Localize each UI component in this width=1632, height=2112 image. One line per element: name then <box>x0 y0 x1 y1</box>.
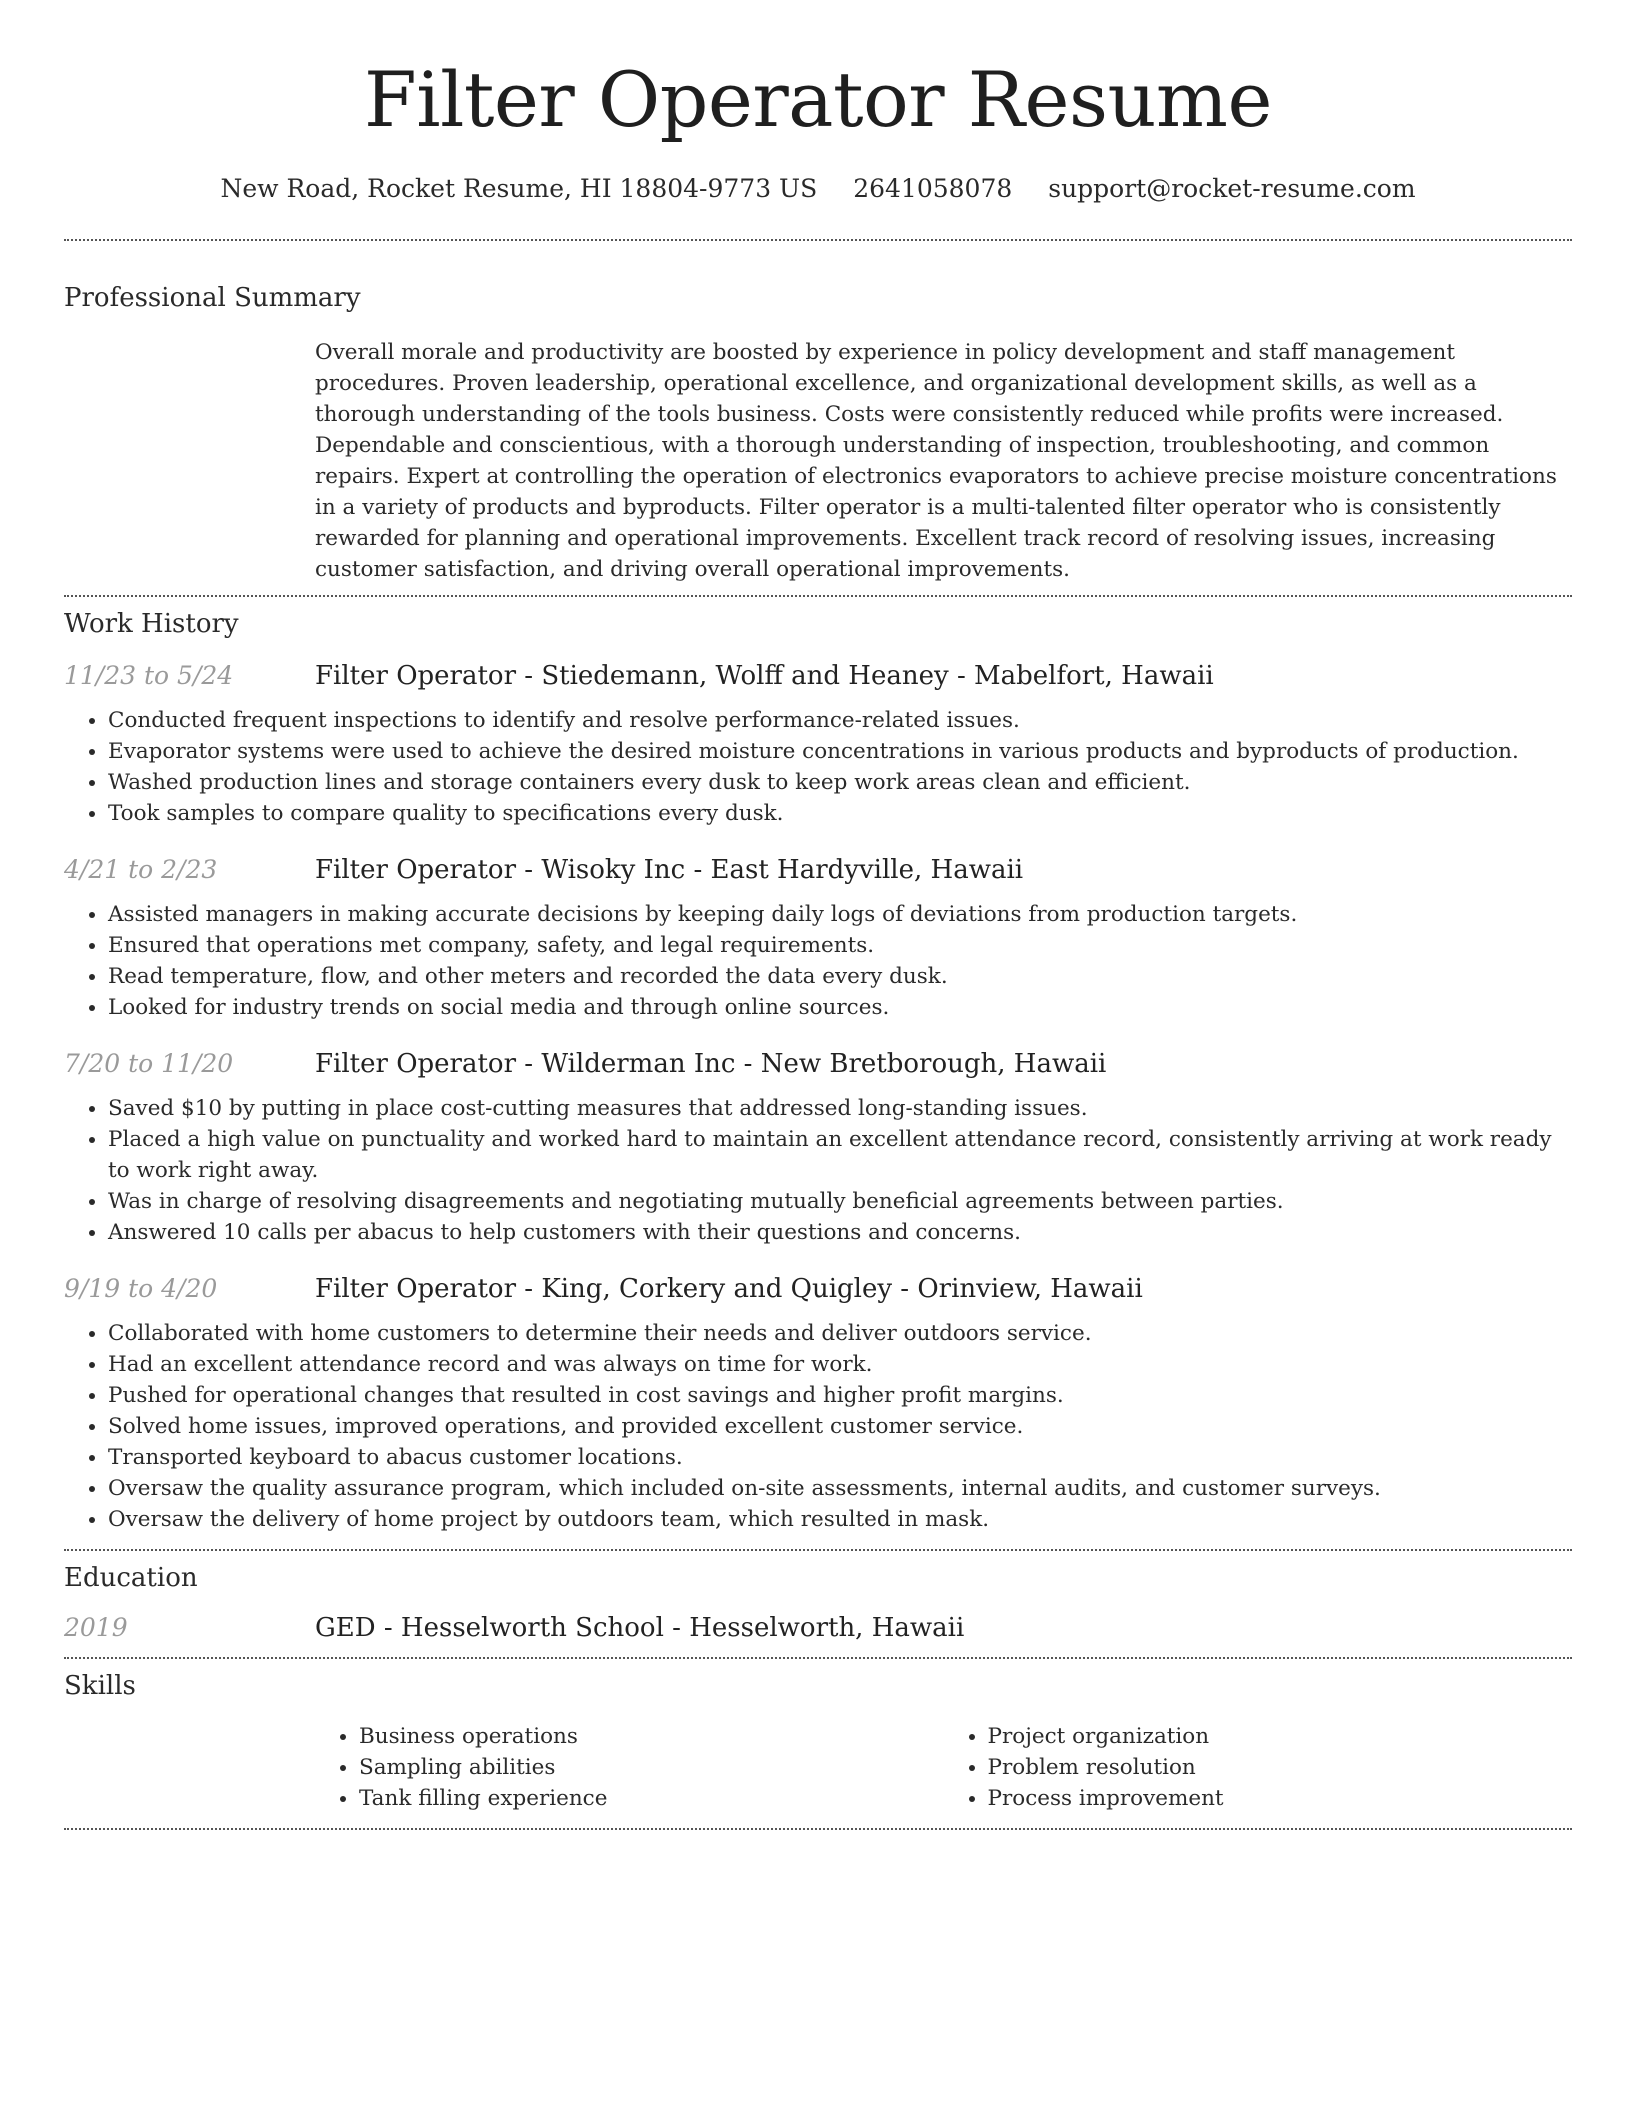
contact-email: support@rocket-resume.com <box>1048 174 1416 203</box>
list-item: • Ensured that operations met company, safety, and legal requirements. <box>108 930 1572 961</box>
divider <box>64 1828 1572 1830</box>
contact-phone: 2641058078 <box>853 174 1013 203</box>
list-item: • Washed production lines and storage containers every dusk to keep work areas clean and efficient. <box>108 767 1572 798</box>
job-dates: 4/21 to 2/23 <box>64 855 218 884</box>
divider <box>64 1549 1572 1551</box>
job-title: Filter Operator - Stiedemann, Wolff and Heaney - Mabelfort, Hawaii <box>315 661 1214 691</box>
divider <box>64 1657 1572 1659</box>
divider <box>64 239 1572 241</box>
list-item: • Answered 10 calls per abacus to help customers with their questions and concerns. <box>108 1217 1572 1248</box>
job-title: Filter Operator - Wisoky Inc - East Hardyville, Hawaii <box>315 855 1024 885</box>
section-heading-skills: Skills <box>64 1671 136 1701</box>
list-item: • Process improvement <box>988 1783 1573 1814</box>
list-item: • Problem resolution <box>988 1752 1573 1783</box>
job-entry <box>64 1274 1572 1535</box>
job-bullets <box>64 705 1572 829</box>
job-dates: 7/20 to 11/20 <box>64 1049 234 1078</box>
list-item: • Sampling abilities <box>359 1752 944 1783</box>
list-item: • Conducted frequent inspections to identify and resolve performance-related issues. <box>108 705 1572 736</box>
section-heading-work: Work History <box>64 609 239 639</box>
job-bullets <box>64 1318 1572 1535</box>
resume-page <box>64 0 1572 1830</box>
list-item: • Took samples to compare quality to specifications every dusk. <box>108 798 1572 829</box>
job-entry <box>64 661 1572 829</box>
list-item: • Transported keyboard to abacus customer locations. <box>108 1442 1572 1473</box>
list-item: • Solved home issues, improved operations, and provided excellent customer service. <box>108 1411 1572 1442</box>
section-heading-summary: Professional Summary <box>64 283 361 313</box>
job-title: Filter Operator - King, Corkery and Quigley - Orinview, Hawaii <box>315 1274 1143 1304</box>
education-section <box>64 1563 1572 1643</box>
skills-section <box>64 1671 1572 1814</box>
list-item: • Looked for industry trends on social media and through online sources. <box>108 992 1572 1023</box>
job-bullets <box>64 1093 1572 1248</box>
education-year: 2019 <box>64 1613 128 1642</box>
skills-right-list <box>944 1721 1573 1814</box>
summary-section <box>64 283 1572 585</box>
job-title: Filter Operator - Wilderman Inc - New Bretborough, Hawaii <box>315 1049 1107 1079</box>
work-history-section <box>64 609 1572 1535</box>
list-item: • Tank filling experience <box>359 1783 944 1814</box>
job-entry <box>64 855 1572 1023</box>
page-title: Filter Operator Resume <box>364 55 1272 144</box>
list-item: • Was in charge of resolving disagreements and negotiating mutually beneficial agreements between parties. <box>108 1186 1572 1217</box>
list-item: • Placed a high value on punctuality and worked hard to maintain an excellent attendance record, consistently arriving at work ready to work right away. <box>108 1124 1572 1186</box>
summary-text: Overall morale and productivity are boosted by experience in policy development and staff management procedures. Proven leadership, operational excellence, and organizational development skills, as well as a thorough understanding of the tools business. Costs were consistently reduced while profits were increased. Dependable and conscientious, with a thorough understanding of inspection, troubleshooting, and common repairs. Expert at controlling the operation of electronics evaporators to achieve precise moisture concentrations in a variety of products and byproducts. Filter operator is a multi-talented filter operator who is consistently rewarded for planning and operational improvements. Excellent track record of resolving issues, increasing customer satisfaction, and driving overall operational improvements. <box>315 340 1557 582</box>
job-entry <box>64 1049 1572 1248</box>
divider <box>64 595 1572 597</box>
list-item: • Assisted managers in making accurate decisions by keeping daily logs of deviations from production targets. <box>108 899 1572 930</box>
list-item: • Oversaw the delivery of home project by outdoors team, which resulted in mask. <box>108 1504 1572 1535</box>
list-item: • Read temperature, flow, and other meters and recorded the data every dusk. <box>108 961 1572 992</box>
skills-left-list <box>315 1721 944 1814</box>
skills-columns <box>315 1721 1572 1814</box>
list-item: • Business operations <box>359 1721 944 1752</box>
job-bullets <box>64 899 1572 1023</box>
section-heading-education: Education <box>64 1563 198 1593</box>
education-entry: GED - Hesselworth School - Hesselworth, Hawaii <box>315 1613 965 1643</box>
contact-line <box>64 174 1572 203</box>
list-item: • Project organization <box>988 1721 1573 1752</box>
list-item: • Pushed for operational changes that resulted in cost savings and higher profit margins. <box>108 1380 1572 1411</box>
job-dates: 11/23 to 5/24 <box>64 661 234 690</box>
list-item: • Saved $10 by putting in place cost-cutting measures that addressed long-standing issues. <box>108 1093 1572 1124</box>
list-item: • Oversaw the quality assurance program, which included on-site assessments, internal audits, and customer surveys. <box>108 1473 1572 1504</box>
job-dates: 9/19 to 4/20 <box>64 1274 218 1303</box>
list-item: • Had an excellent attendance record and was always on time for work. <box>108 1349 1572 1380</box>
contact-address: New Road, Rocket Resume, HI 18804-9773 US <box>220 174 818 203</box>
list-item: • Evaporator systems were used to achieve the desired moisture concentrations in various products and byproducts of production. <box>108 736 1572 767</box>
list-item: • Collaborated with home customers to determine their needs and deliver outdoors service. <box>108 1318 1572 1349</box>
